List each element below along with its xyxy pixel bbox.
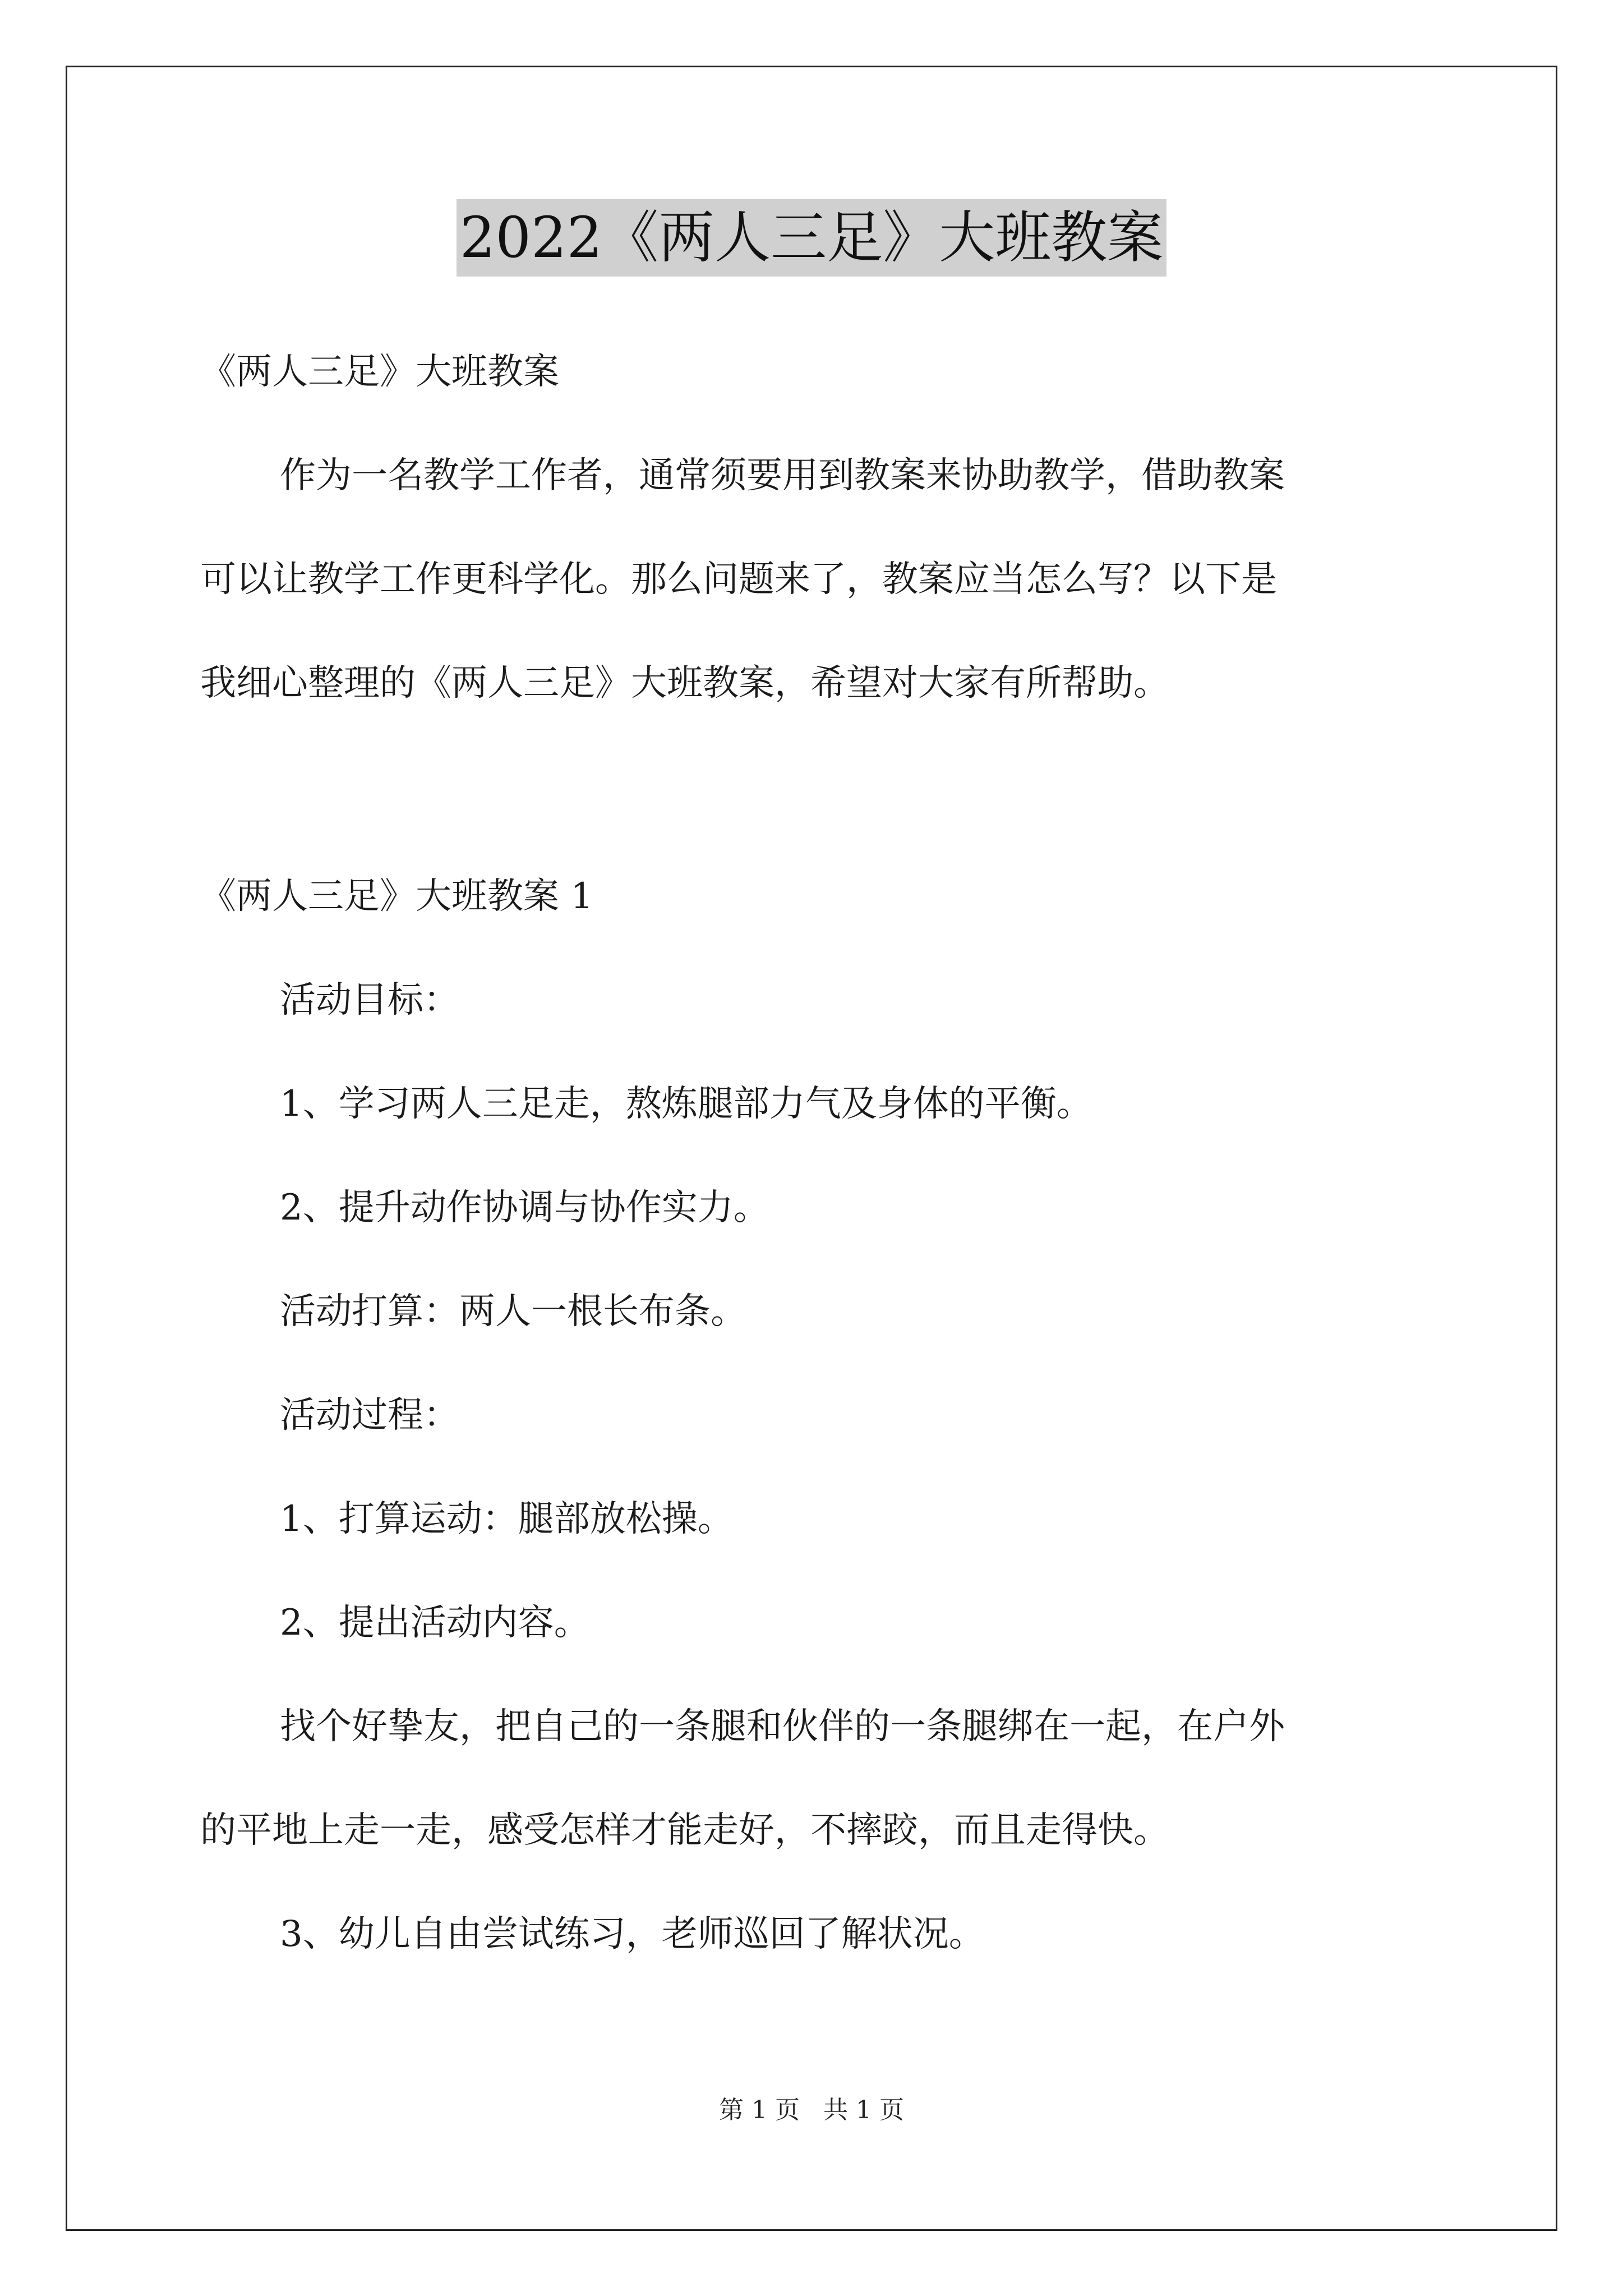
section-heading: 《两人三足》大班教案 1 xyxy=(200,876,594,917)
process-desc-line-2: 的平地上走一走，感受怎样才能走好，不摔跤，而且走得快。 xyxy=(200,1810,1169,1851)
page-total: 共 1 页 xyxy=(823,2096,904,2124)
preparation-line: 活动打算：两人一根长布条。 xyxy=(280,1291,746,1332)
goal-item-1: 1、学习两人三足走，熬炼腿部力气及身体的平衡。 xyxy=(280,1083,1092,1125)
process-heading: 活动过程： xyxy=(280,1395,459,1436)
goals-heading: 活动目标： xyxy=(280,979,459,1021)
subtitle-line: 《两人三足》大班教案 xyxy=(200,351,559,393)
title-container xyxy=(0,199,1623,277)
process-item-2: 2、提出活动内容。 xyxy=(280,1602,590,1644)
page-number: 第 1 页 xyxy=(719,2096,800,2124)
process-desc-line-1: 找个好挚友，把自己的一条腿和伙伴的一条腿绑在一起，在户外 xyxy=(280,1706,1285,1747)
process-item-3: 3、幼儿自由尝试练习，老师巡回了解状况。 xyxy=(280,1913,985,1955)
intro-line-2: 可以让教学工作更科学化。那么问题来了，教案应当怎么写？以下是 xyxy=(200,559,1277,600)
document-title: 2022《两人三足》大班教案 xyxy=(457,199,1167,277)
goal-item-2: 2、提升动作协调与协作实力。 xyxy=(280,1187,769,1228)
intro-line-3: 我细心整理的《两人三足》大班教案，希望对大家有所帮助。 xyxy=(200,662,1169,704)
intro-line-1: 作为一名教学工作者，通常须要用到教案来协助教学，借助教案 xyxy=(280,455,1285,496)
page-footer xyxy=(0,2090,1623,2125)
process-item-1: 1、打算运动：腿部放松操。 xyxy=(280,1498,734,1540)
